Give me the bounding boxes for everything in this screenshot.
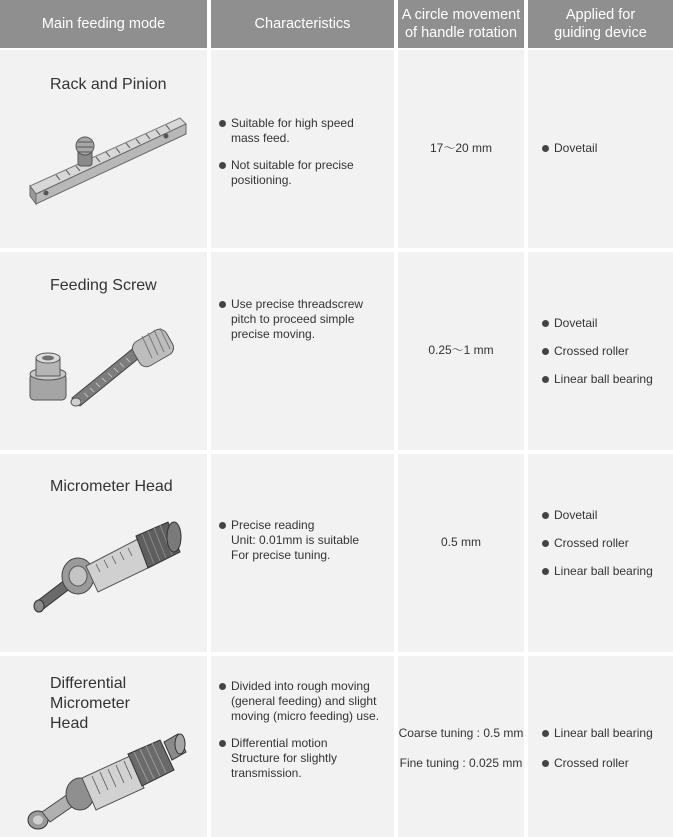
- mode-title: Feeding Screw: [50, 277, 157, 294]
- guiding-device-item: Crossed roller: [542, 344, 669, 359]
- header-label: Main feeding mode: [41, 16, 166, 32]
- movement-value: Fine tuning : 0.025 mm: [399, 756, 523, 770]
- table-row-movement-cell: [398, 252, 524, 450]
- mode-title: Rack and Pinion: [50, 76, 167, 93]
- table-row-guiding-cell: [528, 656, 673, 837]
- header-guiding-device: [528, 0, 673, 48]
- table-row-mode-cell: [0, 252, 207, 450]
- table-row-mode-cell: [0, 454, 207, 652]
- table-row-movement-cell: [398, 656, 524, 837]
- feeding-screw-illustration: [24, 328, 184, 418]
- table-row-mode-cell: [0, 50, 207, 248]
- characteristic-item: Suitable for high speed mass feed.: [219, 116, 390, 146]
- movement-value: 0.5 mm: [440, 535, 481, 549]
- differential-micrometer-head-illustration: [20, 724, 188, 832]
- guiding-device-item: Crossed roller: [542, 756, 669, 771]
- table-row-mode-cell: [0, 656, 207, 837]
- header-characteristics: [211, 0, 394, 48]
- characteristic-item: Not suitable for precise positioning.: [219, 158, 390, 188]
- table-row-guiding-cell: [528, 252, 673, 450]
- guiding-device-item: Dovetail: [542, 508, 669, 523]
- mode-title: Micrometer Head: [50, 478, 173, 495]
- table-row-movement-cell: [398, 50, 524, 248]
- characteristic-item: Differential motion Structure for slightly transmission.: [219, 736, 390, 781]
- header-label: Applied for guiding device: [554, 7, 647, 41]
- table-row-characteristics-cell: [211, 454, 394, 652]
- header-main-feeding-mode: [0, 0, 207, 48]
- characteristic-item: Use precise threadscrew pitch to proceed simple precise moving.: [219, 297, 390, 342]
- movement-value: 17～20 mm: [429, 141, 493, 155]
- guiding-device-item: Linear ball bearing: [542, 726, 669, 741]
- guiding-device-item: Dovetail: [542, 141, 669, 156]
- table-row-characteristics-cell: [211, 252, 394, 450]
- header-label: Characteristics: [254, 16, 351, 32]
- characteristic-item: Precise reading Unit: 0.01mm is suitable For precise tuning.: [219, 518, 390, 563]
- table-row-guiding-cell: [528, 454, 673, 652]
- micrometer-head-illustration: [30, 518, 190, 618]
- guiding-device-item: Linear ball bearing: [542, 564, 669, 579]
- characteristic-item: Divided into rough moving (general feeding) and slight moving (micro feeding) use.: [219, 679, 390, 724]
- guiding-device-item: Crossed roller: [542, 536, 669, 551]
- table-row-characteristics-cell: [211, 50, 394, 248]
- mode-title: Differential Micrometer Head: [50, 675, 131, 732]
- movement-value: 0.25～1 mm: [428, 343, 494, 357]
- guiding-device-item: Dovetail: [542, 316, 669, 331]
- header-label: A circle movement of handle rotation: [401, 7, 521, 41]
- table-row-guiding-cell: [528, 50, 673, 248]
- guiding-device-item: Linear ball bearing: [542, 372, 669, 387]
- rack-and-pinion-illustration: [26, 114, 188, 210]
- movement-value: Coarse tuning : 0.5 mm: [398, 726, 524, 740]
- header-circle-movement: [398, 0, 524, 48]
- table-row-movement-cell: [398, 454, 524, 652]
- table-row-characteristics-cell: [211, 656, 394, 837]
